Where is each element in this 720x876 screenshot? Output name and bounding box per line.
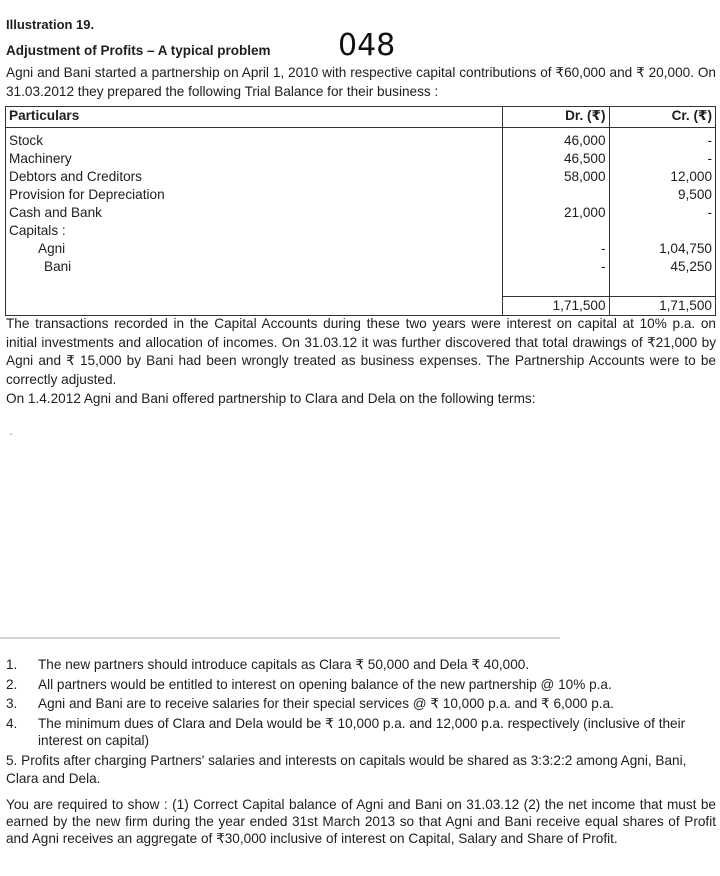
list-item xyxy=(6,715,718,750)
header-particulars: Particulars xyxy=(6,107,503,128)
transactions-paragraph: The transactions recorded in the Capital Accounts during these two years were interest on capital at 10% p.a. on initial investments and allocation of incomes. On 31.03.12 it was further discovered that total drawings of ₹21,000 by Agni and ₹ 15,000 by Bani had been wrongly treated as business expenses. The Partnership Accounts were to be correctly adjusted. xyxy=(6,316,716,387)
particulars-cell: Cash and Bank xyxy=(6,204,503,222)
table-row xyxy=(6,258,716,276)
credit-total: 1,71,500 xyxy=(609,297,715,316)
credit-cell xyxy=(609,222,715,240)
list-item-number: 2. xyxy=(6,676,18,692)
credit-cell: - xyxy=(609,204,715,222)
list-item xyxy=(6,656,718,674)
credit-cell: 45,250 xyxy=(609,258,715,276)
list-item-text: All partners would be entitled to interest on opening balance of the new partnership @ 10% p.a. xyxy=(38,676,612,692)
intro-paragraph: Agni and Bani started a partnership on April 1, 2010 with respective capital contributions of ₹60,000 and ₹ 20,000. On 31.03.2012 they prepared the following Trial Balance for their business : xyxy=(6,65,716,99)
table-row xyxy=(6,150,716,168)
list-item-text: The new partners should introduce capitals as Clara ₹ 50,000 and Dela ₹ 40,000. xyxy=(38,657,530,672)
table-row xyxy=(6,204,716,222)
debit-cell xyxy=(503,222,609,240)
table-row xyxy=(6,222,716,240)
list-item-number: 3. xyxy=(6,696,18,712)
table-row xyxy=(6,186,716,204)
divider-line xyxy=(0,637,560,639)
table-spacer-row xyxy=(6,276,716,297)
credit-cell: - xyxy=(609,128,715,151)
speck xyxy=(10,433,12,435)
table-row xyxy=(6,128,716,151)
list-item-number: 4. xyxy=(6,715,18,731)
list-item-text: Agni and Bani are to receive salaries for their special services @ ₹ 10,000 p.a. and ₹ 6,000 p.a. xyxy=(38,696,614,712)
list-item-number: 1. xyxy=(6,657,18,672)
table-row xyxy=(6,168,716,186)
requirement-paragraph: You are required to show : (1) Correct Capital balance of Agni and Bani on 31.03.12 (2) the net income that must be earned by the new firm during the year ended 31st March 2013 so that Agni and Bani receive equal shares of Profit and Agni receives an aggregate of ₹30,000 inclusive of interest on Capital, Salary and Share of Profit. xyxy=(6,797,716,847)
offer-paragraph: On 1.4.2012 Agni and Bani offered partnership to Clara and Dela on the following terms: xyxy=(6,391,536,406)
table-total-row xyxy=(6,297,716,316)
particulars-cell: Machinery xyxy=(6,150,503,168)
table-row xyxy=(6,240,716,258)
list-item xyxy=(6,676,718,694)
particulars-cell: Provision for Depreciation xyxy=(6,186,503,204)
trial-balance-table xyxy=(5,106,716,316)
table-header-row xyxy=(6,107,716,128)
debit-cell: 46,500 xyxy=(503,150,609,168)
section-title: Adjustment of Profits – A typical problem xyxy=(6,43,271,58)
list-item-text: The minimum dues of Clara and Dela would be ₹ 10,000 p.a. and 12,000 p.a. respectively (inclusive of their interest on capital) xyxy=(38,715,686,749)
header-credit: Cr. (₹) xyxy=(609,107,715,128)
list-item-number: 5. xyxy=(6,752,18,768)
debit-cell: - xyxy=(503,240,609,258)
debit-cell: 58,000 xyxy=(503,168,609,186)
debit-cell: 46,000 xyxy=(503,128,609,151)
particulars-cell: Capitals : xyxy=(6,222,503,240)
debit-cell: - xyxy=(503,258,609,276)
illustration-label: Illustration 19. xyxy=(6,17,95,32)
list-item-text: Profits after charging Partners' salaries and interests on capitals would be shared as 3:3:2:2 among Agni, Bani, Clara and Dela. xyxy=(6,752,687,786)
debit-cell: 21,000 xyxy=(503,204,609,222)
list-item xyxy=(6,695,718,713)
page-number: 048 xyxy=(338,28,396,63)
credit-cell: 12,000 xyxy=(609,168,715,186)
debit-cell xyxy=(503,186,609,204)
credit-cell: 1,04,750 xyxy=(609,240,715,258)
credit-cell: - xyxy=(609,150,715,168)
particulars-cell: Stock xyxy=(6,128,503,151)
particulars-cell: Agni xyxy=(6,240,503,258)
header-debit: Dr. (₹) xyxy=(503,107,609,128)
list-item xyxy=(6,752,718,787)
credit-cell: 9,500 xyxy=(609,186,715,204)
particulars-cell: Debtors and Creditors xyxy=(6,168,503,186)
terms-list xyxy=(6,656,718,789)
particulars-cell: Bani xyxy=(6,258,503,276)
debit-total: 1,71,500 xyxy=(503,297,609,316)
